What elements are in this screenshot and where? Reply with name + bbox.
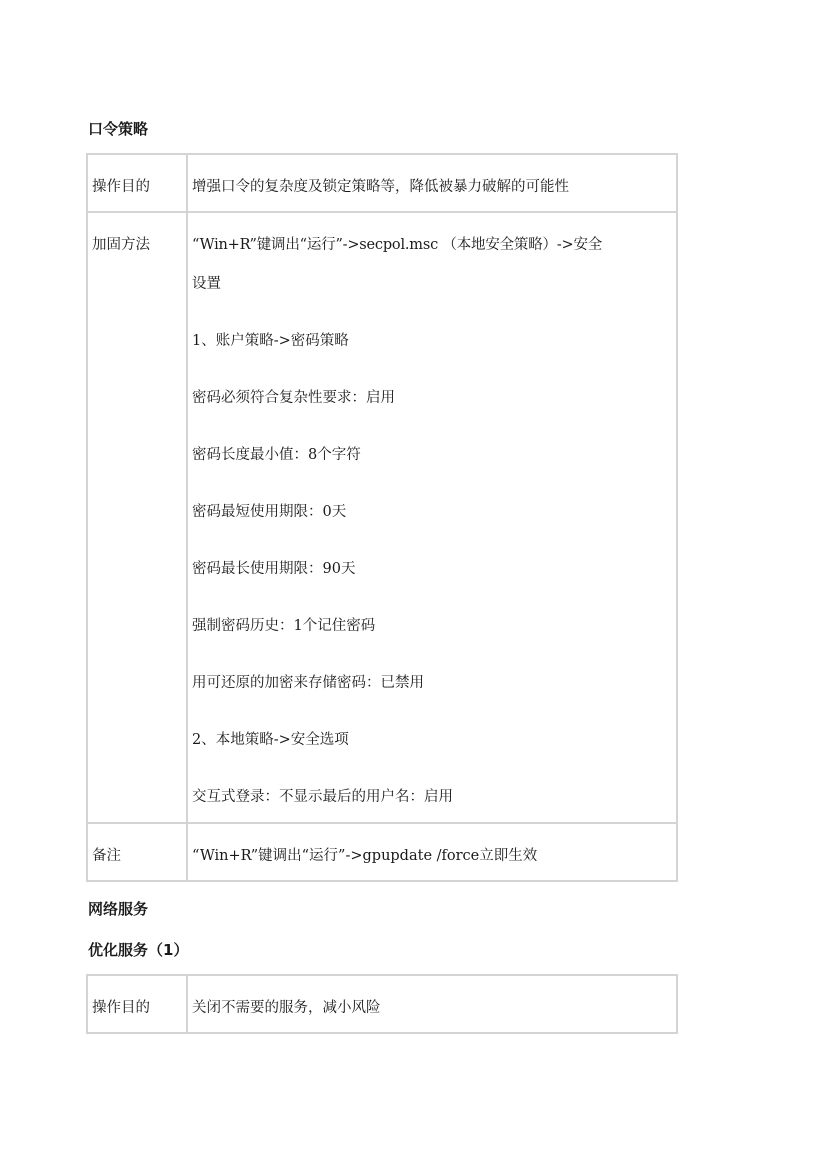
step-line: 密码必须符合复杂性要求：启用 bbox=[192, 390, 395, 406]
table-row bbox=[87, 975, 677, 1033]
row-content: 增强口令的复杂度及锁定策略等，降低被暴力破解的可能性 bbox=[187, 154, 677, 212]
step-line: 密码长度最小值：8个字符 bbox=[192, 447, 361, 463]
section-title-optimize-services: 优化服务（1） bbox=[88, 941, 189, 959]
optimize-services-table bbox=[86, 974, 678, 1034]
row-label: 加固方法 bbox=[87, 212, 187, 823]
step-line: 强制密码历史：1个记住密码 bbox=[192, 618, 376, 634]
section-title-network-services: 网络服务 bbox=[88, 900, 149, 918]
step-line: 密码最短使用期限：0天 bbox=[192, 504, 347, 520]
row-content: “Win+R”键调出“运行”->gpupdate /force立即生效 bbox=[187, 823, 677, 881]
row-label: 操作目的 bbox=[87, 975, 187, 1033]
step-line: 1、账户策略->密码策略 bbox=[192, 333, 349, 349]
step-line: “Win+R”键调出“运行”->secpol.msc （本地安全策略）->安全 bbox=[192, 237, 603, 253]
row-content: 关闭不需要的服务，减小风险 bbox=[187, 975, 677, 1033]
step-line: 2、本地策略->安全选项 bbox=[192, 732, 349, 748]
row-label: 操作目的 bbox=[87, 154, 187, 212]
step-line: 用可还原的加密来存储密码：已禁用 bbox=[192, 675, 424, 691]
step-line: 密码最长使用期限：90天 bbox=[192, 561, 356, 577]
hardening-steps bbox=[187, 212, 677, 823]
step-line: 设置 bbox=[192, 276, 221, 292]
section-title-password-policy: 口令策略 bbox=[88, 120, 149, 138]
table-row bbox=[87, 212, 677, 823]
table-row bbox=[87, 823, 677, 881]
password-policy-table bbox=[86, 153, 678, 882]
step-line: 交互式登录：不显示最后的用户名：启用 bbox=[192, 789, 453, 805]
table-row bbox=[87, 154, 677, 212]
row-label: 备注 bbox=[87, 823, 187, 881]
